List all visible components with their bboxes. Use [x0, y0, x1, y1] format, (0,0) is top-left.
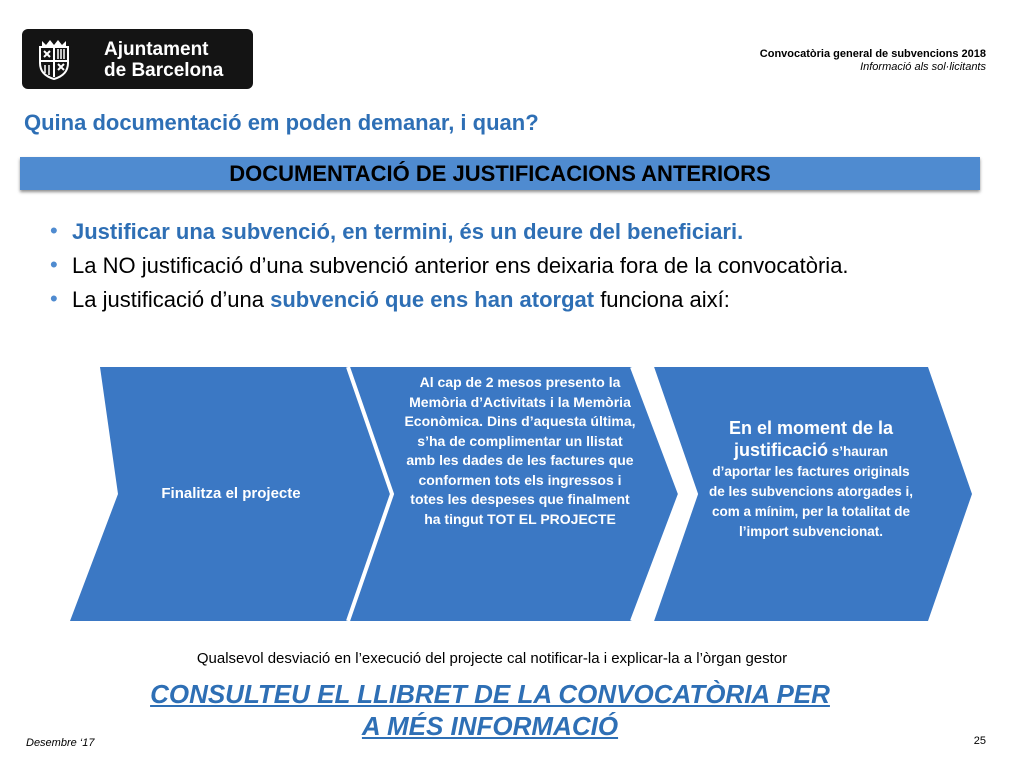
section-banner: DOCUMENTACIÓ DE JUSTIFICACIONS ANTERIORS: [20, 157, 980, 190]
bullet-icon: •: [50, 218, 58, 243]
bullet-text-3-post: funciona així:: [594, 287, 730, 312]
step-3-text: [708, 418, 914, 542]
footer-date: Desembre ‘17: [26, 737, 95, 749]
logo-line-1: Ajuntament: [104, 39, 209, 60]
step-3-body: s’hauran d’aportar les factures originals de les subvencions atorgades i, com a mínim, per la totalitat de l’import subvencionat.: [708, 444, 914, 539]
logo-line-2: de Barcelona: [104, 60, 224, 81]
header-subtitle: Informació als sol·licitants: [860, 61, 986, 73]
header-title: Convocatòria general de subvencions 2018: [759, 48, 986, 60]
bullet-text-3-highlight: subvenció que ens han atorgat: [270, 287, 595, 312]
bullet-icon: •: [50, 286, 58, 311]
consult-link[interactable]: CONSULTEU EL LLIBRET DE LA CONVOCATÒRIA PER A MÉS INFORMACIÓ: [150, 679, 830, 741]
bullet-text-1: Justificar una subvenció, en termini, és un deure del beneficiari.: [72, 219, 744, 244]
section-question: Quina documentació em poden demanar, i quan?: [24, 110, 539, 135]
step-1-text: Finalitza el projecte: [161, 485, 301, 502]
page-number: 25: [973, 735, 986, 747]
deviation-note: Qualsevol desviació en l’execució del projecte cal notificar-la i explicar-la a l’òrgan gestor: [196, 650, 788, 667]
step-2-text: Al cap de 2 mesos presento la Memòria d’Activitats i la Memòria Econòmica. Dins d’aquesta última, s’ha de complimentar un llistat amb les dades de les factures que conformen tots els ingressos i totes les despeses que finalment ha tingut TOT EL PROJECTE: [404, 374, 636, 527]
step-3-heading: En el moment de la justificació: [728, 418, 894, 460]
bullet-icon: •: [50, 252, 58, 277]
bullet-text-2: La NO justificació d’una subvenció anterior ens deixaria fora de la convocatòria.: [72, 253, 849, 278]
bullet-text-3-pre: La justificació d’una: [72, 287, 271, 312]
